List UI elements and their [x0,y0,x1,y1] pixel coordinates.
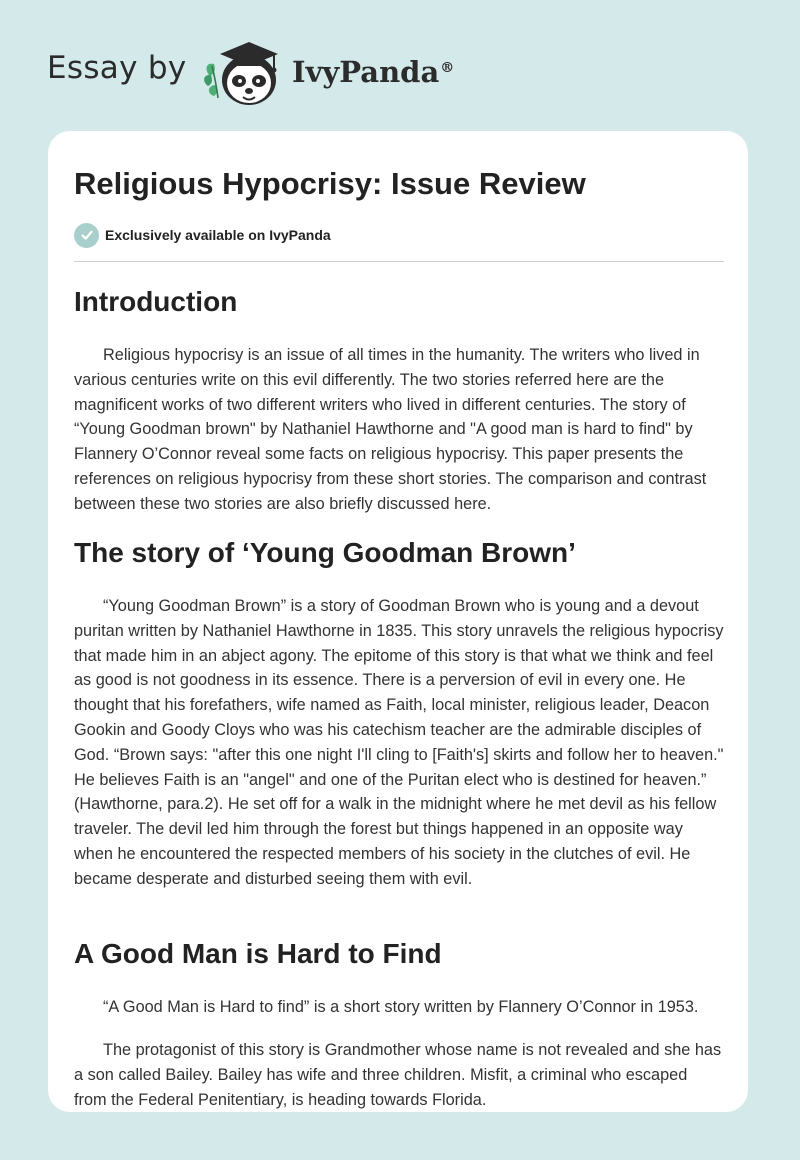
exclusive-badge-text: Exclusively available on IvyPanda [105,227,331,243]
section-heading-young-goodman-brown: The story of ‘Young Goodman Brown’ [74,537,576,568]
ivy-leaf-icon [204,64,218,98]
article-title: Religious Hypocrisy: Issue Review [74,166,586,201]
registered-mark: ® [440,60,455,76]
site-header [0,0,800,120]
paragraph: The protagonist of this story is Grandmother whose name is not revealed and she has a son called Bailey. Bailey has wife and three children. Misfit, a criminal who escaped from the Federal Penitentiary, is heading towards Florida. [74,1041,722,1109]
paragraph: “A Good Man is Hard to find” is a short story written by Flannery O’Connor in 1953. [103,998,699,1016]
section-heading-introduction: Introduction [74,286,238,317]
check-circle-icon [74,223,99,248]
exclusive-badge [74,222,331,248]
brand-name[interactable] [292,52,454,92]
article-card [48,131,748,1112]
brand-text: IvyPanda [292,55,440,89]
essay-by-label: Essay by [47,50,187,86]
panda-graduate-icon[interactable] [202,36,284,110]
paragraph: “Young Goodman Brown” is a story of Goodman Brown who is young and a devout puritan written by Nathaniel Hawthorne in 1835. This story unravels the religious hypocrisy that made him in an abject agony. The epitome of this story is that what we think and feel as good is not goodness in its essence. There is a perversion of evil in every one. He thought that his forefathers, wife named as Faith, local minister, religious leader, Deacon Gookin and Goody Cloys who was his catechism teacher are the admirable disciples of God. “Brown says: "after this one night I'll cling to [Faith's] skirts and follow her to heaven." He believes Faith is an "angel" and one of the Puritan elect who is destined for heaven.” (Hawthorne, para.2). He set off for a walk in the midnight where he met devil as his fellow traveler. The devil led him through the forest but things happened in an opposite way when he encountered the respected members of his society in the clutches of evil. He became desperate and disturbed seeing them with evil. [74,597,724,888]
section-heading-good-man-hard-to-find: A Good Man is Hard to Find [74,938,442,969]
paragraph: Religious hypocrisy is an issue of all times in the humanity. The writers who lived in various centuries write on this evil differently. The two stories referred here are the magnificent works of two different writers who lived in different centuries. The story of “Young Goodman brown" by Nathaniel Hawthorne and "A good man is hard to find" by Flannery O’Connor reveal some facts on religious hypocrisy. This paper presents the references on religious hypocrisy from these short stories. The comparison and contrast between these two stories are also briefly discussed here. [74,346,707,513]
divider [74,261,724,262]
